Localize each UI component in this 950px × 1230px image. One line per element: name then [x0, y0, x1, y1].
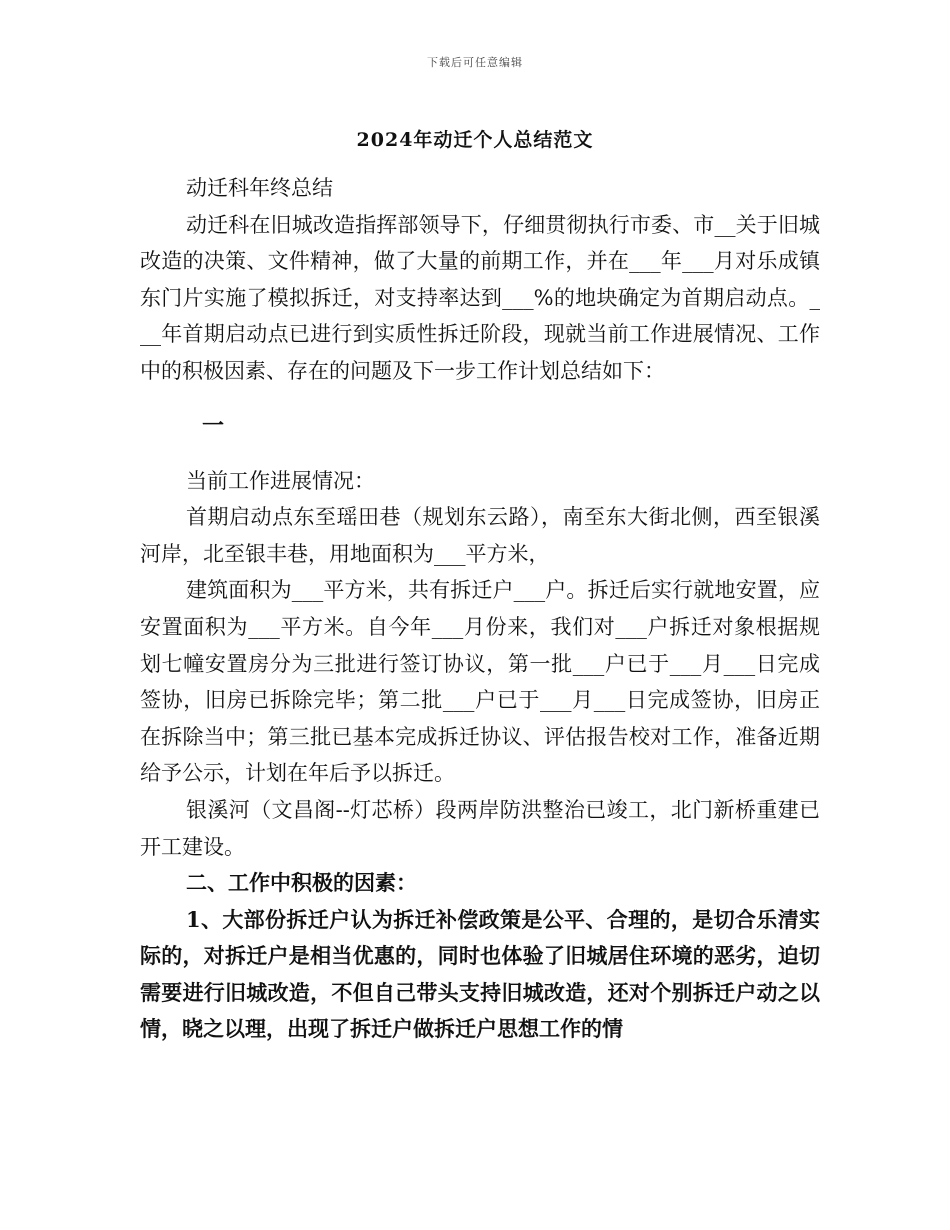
paragraph-positive-factor-1: 1、大部份拆迁户认为拆迁补偿政策是公平、合理的，是切合乐清实际的，对拆迁户是相当优惠的，同时也体验了旧城居住环境的恶劣，迫切需要进行旧城改造，不但自己带头支持旧城改造，还对个别拆迁户动之以情，晓之以理，出现了拆迁户做拆迁户思想工作的情: [140, 906, 820, 1042]
section-heading-two: 二、工作中积极的因素：: [186, 870, 417, 896]
paragraph-progress-heading: 当前工作进展情况：: [186, 468, 375, 493]
document-body: [140, 170, 820, 1048]
paragraph-intro: 动迁科在旧城改造指挥部领导下，仔细贯彻执行市委、市__关于旧城改造的决策、文件精神，做了大量的前期工作，并在___年___月对乐成镇东门片实施了模拟拆迁，对支持率达到___%的地块确定为首期启动点。___年首期启动点已进行到实质性拆迁阶段，现就当前工作进展情况、工作中的积极因素、存在的问题及下一步工作计划总结如下：: [140, 212, 820, 383]
paragraph-river-works: 银溪河（文昌阁--灯芯桥）段两岸防洪整治已竣工，北门新桥重建已开工建设。: [140, 797, 820, 859]
paragraph-site-scope: 首期启动点东至瑶田巷（规划东云路），南至东大街北侧，西至银溪河岸，北至银丰巷，用地面积为___平方米，: [140, 505, 820, 566]
header-note: 下载后可任意编辑: [427, 56, 523, 69]
document-title: 2024年动迁个人总结范文: [356, 129, 594, 151]
section-heading-one: 一: [202, 412, 225, 439]
paragraph-subtitle: 动迁科年终总结: [186, 176, 333, 200]
paragraph-building-area: 建筑面积为___平方米，共有拆迁户___户。拆迁后实行就地安置，应安置面积为___平方米。自今年___月份来，我们对___户拆迁对象根据规划七幢安置房分为三批进行签订协议，第一批___户已于___月___日完成签协，旧房已拆除完毕；第二批___户已于___月___日完成签协，旧房正在拆除当中；第三批已基本完成拆迁协议、评估报告校对工作，准备近期给予公示，计划在年后予以拆迁。: [140, 578, 820, 786]
